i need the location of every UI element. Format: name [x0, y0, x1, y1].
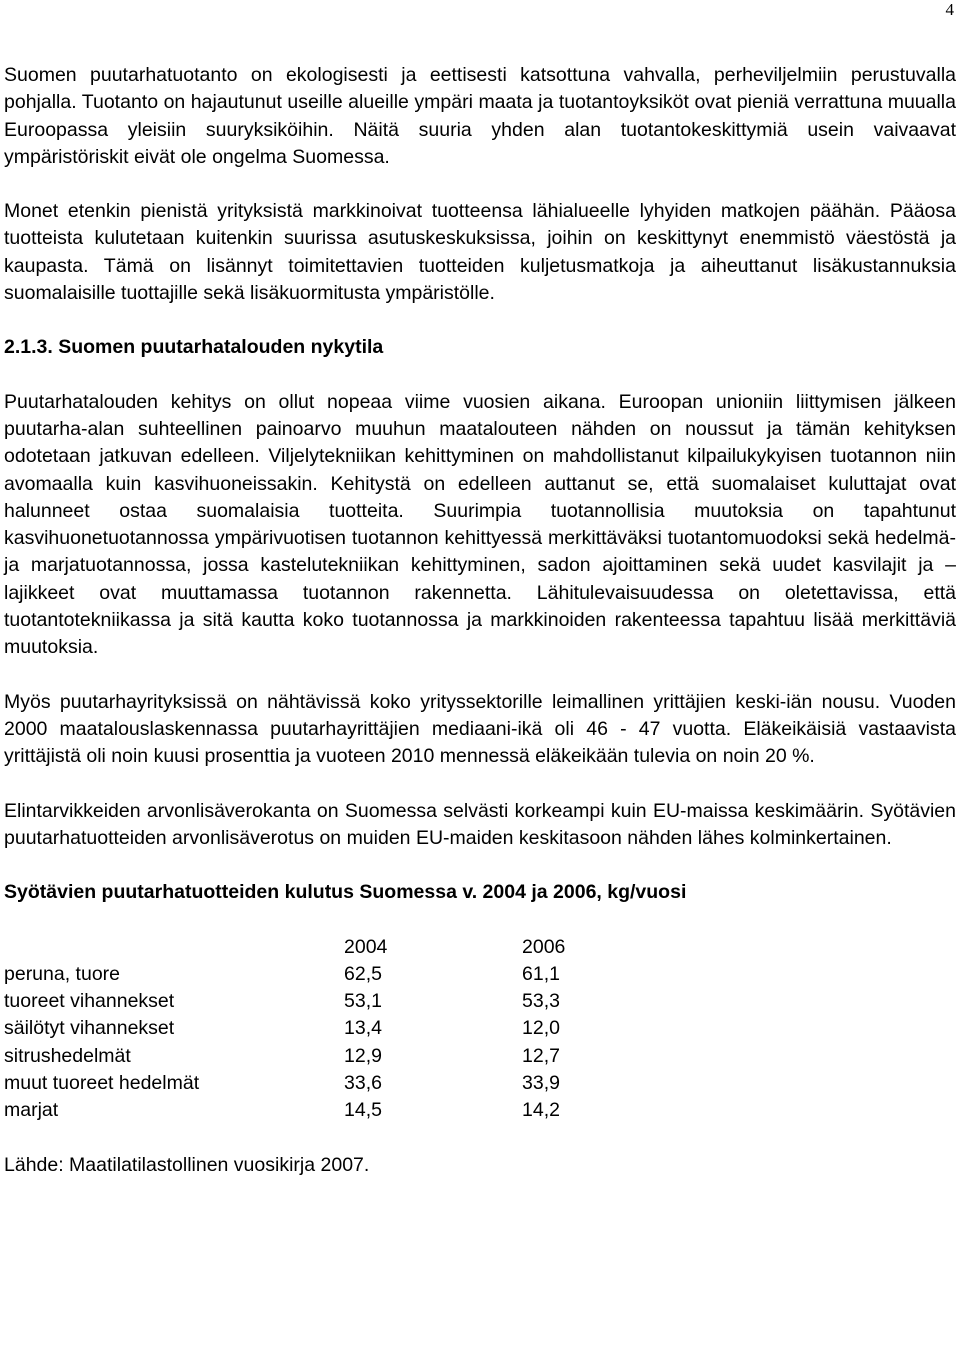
paragraph: Suomen puutarhatuotanto on ekologisesti ja eettisesti katsottuna vahvalla, perheviljelmiin perustuvalla pohjalla. Tuotanto on hajautunut useille alueille ympäri maata ja tuotantoyksiköt ovat pieniä verrattuna muualla Euroopassa yleisiin suuryksiköihin. Näitä suuria yhden alan tuotantokeskittymiä usein vaivaavat ympäristöriskit eivät ole ongelma Suomessa. [4, 64, 956, 168]
table-cell: marjat [4, 1099, 59, 1122]
paragraph: Puutarhatalouden kehitys on ollut nopeaa viime vuosien aikana. Euroopan unioniin liittymisen jälkeen puutarha-alan suhteellinen painoarvo muuhun maatalouteen nähden on noussut ja tämän kehityksen odotetaan jatkuvan edelleen. Viljelytekniikan kehittyminen on mahdollistanut kilpailukykyisen tuotannon niin avomaalla kuin kasvihuoneissakin. Kehitystä on edelleen auttanut se, että suomalaiset kuluttajat ovat halunneet ostaa suomalaisia tuotteita. Suurimpia tuotannollisia muutoksia on tapahtunut kasvihuonetuotannossa ympärivuotisen tuotannon kehittyessä merkittäväksi tuotantomuodoksi sekä hedelmä- ja marjatuotannossa, jossa kastelutekniikan kehittyminen, sadon ajoittaminen sekä uudet kasvilajit ja – lajikkeet ovat muuttamassa tuotannon rakennetta. Lähitulevaisuudessa on oletettavissa, että tuotantotekniikassa ja sitä kautta koko tuotannossa ja markkinoiden rakenteessa tapahtuu lisää merkittäviä muutoksia. [4, 390, 956, 659]
paragraph-spacer [4, 1125, 956, 1152]
table-cell: muut tuoreet hedelmät [4, 1072, 200, 1095]
table-cell: tuoreet vihannekset [4, 990, 175, 1013]
table-cell: 53,3 [522, 990, 560, 1013]
table-cell: 14,5 [344, 1099, 382, 1122]
paragraph: Monet etenkin pienistä yrityksistä markkinoivat tuotteensa lähialueelle lyhyiden matkojen päähän. Pääosa tuotteista kulutetaan kuitenkin suurissa asutuskeskuksissa, joihin on keskittynyt enemmistö väestöstä ja kaupasta. Tämä on lisännyt toimitettavien tuotteiden kuljetusmatkoja ja aiheuttanut lisäkustannuksia suomalaisille tuottajille sekä lisäkuormitusta ympäristölle. [4, 200, 956, 305]
paragraph-spacer [4, 771, 956, 798]
source-note: Lähde: Maatilatilastollinen vuosikirja 2007. [4, 1153, 370, 1176]
table-row [4, 1015, 642, 1042]
table-row [4, 1043, 642, 1070]
paragraph-spacer [4, 362, 956, 389]
table-cell: 33,6 [344, 1072, 382, 1095]
paragraph-spacer [4, 906, 956, 933]
section-heading: 2.1.3. Suomen puutarhatalouden nykytila [4, 336, 384, 359]
table-cell: 33,9 [522, 1072, 560, 1095]
table-cell: 12,9 [344, 1044, 382, 1067]
table-cell: 14,2 [522, 1099, 560, 1122]
table-cell: sitrushedelmät [4, 1044, 131, 1067]
table-cell: 62,5 [344, 962, 382, 985]
document-body [4, 62, 956, 1179]
table-row [4, 1097, 642, 1124]
table-row [4, 988, 642, 1015]
table-cell: säilötyt vihannekset [4, 1017, 175, 1040]
paragraph: Elintarvikkeiden arvonlisäverokanta on Suomessa selvästi korkeampi kuin EU-maissa keskimäärin. Syötävien puutarhatuotteiden arvonlisäverotus on muiden EU-maiden keskitasoon nähden lähes kolminkertainen. [4, 799, 956, 849]
paragraph-spacer [4, 307, 956, 334]
table-cell: 12,0 [522, 1017, 560, 1040]
paragraph-spacer [4, 852, 956, 879]
consumption-table [4, 933, 642, 1124]
table-header-cell [4, 933, 344, 960]
table-header-cell: 2004 [344, 935, 388, 958]
table-cell: 13,4 [344, 1017, 382, 1040]
table-title: Syötävien puutarhatuotteiden kulutus Suomessa v. 2004 ja 2006, kg/vuosi [4, 881, 687, 904]
table-header-cell: 2006 [522, 935, 566, 958]
table-header-row [4, 933, 642, 960]
table-cell: peruna, tuore [4, 962, 121, 985]
paragraph-spacer [4, 662, 956, 689]
paragraph-spacer [4, 171, 956, 198]
page-number: 4 [945, 0, 954, 19]
table-cell: 53,1 [344, 990, 382, 1013]
table-row [4, 1070, 642, 1097]
table-cell: 61,1 [522, 962, 560, 985]
paragraph: Myös puutarhayrityksissä on nähtävissä koko yrityssektorille leimallinen yrittäjien keski-iän nousu. Vuoden 2000 maatalouslaskennassa puutarhayrittäjien mediaani-ikä oli 46 - 47 vuotta. Eläkeikäisiä vastaavista yrittäjistä oli noin kuusi prosenttia ja vuoteen 2010 mennessä eläkeikään tulevia on noin 20 %. [4, 690, 956, 768]
table-row [4, 961, 642, 988]
table-cell: 12,7 [522, 1044, 560, 1067]
